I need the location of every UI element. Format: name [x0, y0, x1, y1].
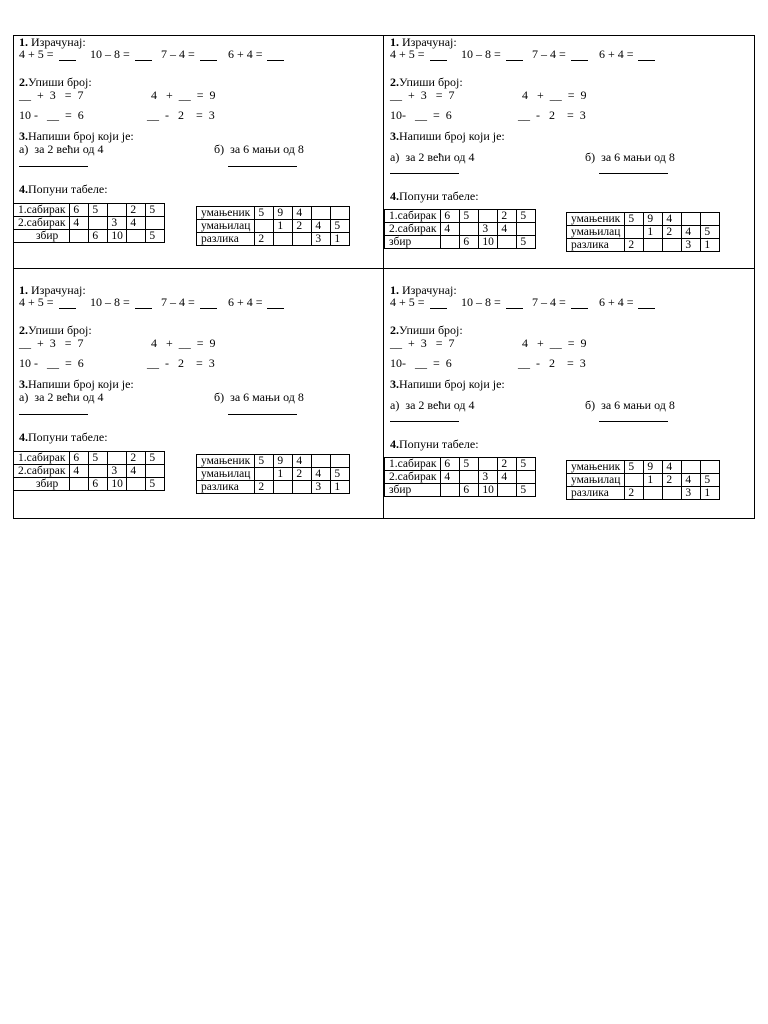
task3-item-a: а) за 2 већи од 4 [19, 390, 104, 404]
task2-row2-a: 10 - __ = 6 [19, 356, 84, 370]
table-row [14, 452, 165, 465]
task4-heading: 4.Попуни табеле: [390, 189, 479, 203]
task3-item-a: а) за 2 већи од 4 [390, 398, 475, 412]
subtraction-table-row-label: умањилац [197, 468, 255, 481]
subtraction-table-cell [293, 233, 312, 246]
subtraction-table-cell: 2 [663, 474, 682, 487]
task1-expr-4: 6 + 4 = [599, 47, 634, 61]
subtraction-table-cell: 9 [274, 207, 293, 220]
addition-table-row-label: збир [14, 478, 70, 491]
subtraction-table-cell: 1 [701, 239, 720, 252]
subtraction-table-cell [255, 220, 274, 233]
subtraction-table-cell: 4 [663, 461, 682, 474]
task3-item-b: б) за 6 мањи од 8 [585, 398, 675, 412]
answer-blank [19, 166, 88, 167]
task2-row2-b: __ - 2 = 3 [147, 108, 215, 122]
subtraction-table-cell: 5 [701, 226, 720, 239]
addition-table-cell: 2 [498, 210, 517, 223]
subtraction-table-cell [331, 207, 350, 220]
table-row [14, 465, 165, 478]
addition-table-cell [441, 236, 460, 249]
subtraction-table-cell: 5 [331, 220, 350, 233]
subtraction-table-cell: 4 [312, 468, 331, 481]
answer-blank [135, 308, 152, 309]
addition-table-cell: 4 [127, 217, 146, 230]
subtraction-table-cell [312, 207, 331, 220]
table-row [197, 455, 350, 468]
addition-table-cell: 5 [146, 204, 165, 217]
task3-item-b: б) за 6 мањи од 8 [214, 390, 304, 404]
addition-table-cell: 5 [89, 204, 108, 217]
task1-expr-1: 4 + 5 = [19, 295, 54, 309]
subtraction-table-cell: 1 [331, 481, 350, 494]
answer-blank [390, 173, 459, 174]
addition-table-cell [108, 204, 127, 217]
subtraction-table-cell: 5 [625, 213, 644, 226]
task1-expr-1: 4 + 5 = [19, 47, 54, 61]
addition-table-cell: 3 [479, 471, 498, 484]
task2-heading: 2.Упиши број: [390, 75, 463, 89]
subtraction-table-row-label: разлика [567, 487, 625, 500]
answer-blank [135, 60, 152, 61]
subtraction-table-row-label: умањилац [567, 226, 625, 239]
subtraction-table-cell [293, 481, 312, 494]
addition-table-cell [479, 210, 498, 223]
addition-table-cell: 6 [441, 458, 460, 471]
addition-table-cell: 2 [127, 452, 146, 465]
answer-blank [599, 173, 668, 174]
worksheet-card [13, 283, 383, 525]
task4-heading: 4.Попуни табеле: [19, 182, 108, 196]
table-row [197, 233, 350, 246]
subtraction-table-cell [663, 239, 682, 252]
addition-table [384, 209, 536, 249]
addition-table-row-label: 2.сабирак [14, 217, 70, 230]
subtraction-table-row-label: разлика [197, 481, 255, 494]
subtraction-table-cell: 3 [682, 487, 701, 500]
subtraction-table-cell: 4 [293, 455, 312, 468]
addition-table-row-label: збир [385, 484, 441, 497]
table-row [14, 217, 165, 230]
task3-item-b: б) за 6 мањи од 8 [214, 142, 304, 156]
addition-table-row-label: 2.сабирак [14, 465, 70, 478]
table-row [567, 226, 720, 239]
subtraction-table-row-label: разлика [567, 239, 625, 252]
task3-heading: 3.Напиши број који је: [19, 377, 134, 391]
subtraction-table-cell [701, 213, 720, 226]
task1-heading: 1. Израчунај: [390, 35, 457, 49]
table-row [567, 239, 720, 252]
subtraction-table-cell: 4 [663, 213, 682, 226]
task3-item-a: а) за 2 већи од 4 [390, 150, 475, 164]
task2-row2-a: 10 - __ = 6 [19, 108, 84, 122]
worksheet-card [13, 35, 383, 277]
task2-row1-b: 4 + __ = 9 [522, 336, 587, 350]
subtraction-table-cell: 3 [312, 233, 331, 246]
table-row [385, 210, 536, 223]
subtraction-table-cell [331, 455, 350, 468]
task1-expr-3: 7 – 4 = [161, 47, 195, 61]
addition-table-cell: 6 [460, 236, 479, 249]
subtraction-table [566, 460, 720, 500]
addition-table-cell [70, 230, 89, 243]
task1-expr-1: 4 + 5 = [390, 47, 425, 61]
task1-expr-2: 10 – 8 = [90, 47, 130, 61]
task1-heading: 1. Израчунај: [19, 35, 86, 49]
addition-table-cell [441, 484, 460, 497]
table-row [14, 478, 165, 491]
addition-table-cell: 3 [479, 223, 498, 236]
addition-table-cell: 4 [441, 471, 460, 484]
answer-blank [638, 308, 655, 309]
addition-table-row-label: збир [14, 230, 70, 243]
subtraction-table [196, 454, 350, 494]
worksheet-card [384, 283, 754, 525]
answer-blank [638, 60, 655, 61]
answer-blank [430, 308, 447, 309]
addition-table-cell: 5 [517, 484, 536, 497]
subtraction-table-cell: 4 [312, 220, 331, 233]
addition-table [13, 451, 165, 491]
subtraction-table-cell [644, 487, 663, 500]
addition-table-row-label: 1.сабирак [14, 452, 70, 465]
addition-table-row-label: збир [385, 236, 441, 249]
addition-table-cell: 5 [146, 230, 165, 243]
subtraction-table-cell: 2 [625, 239, 644, 252]
addition-table-cell: 5 [460, 458, 479, 471]
subtraction-table-cell: 9 [274, 455, 293, 468]
subtraction-table-cell: 1 [644, 474, 663, 487]
addition-table-row-label: 1.сабирак [385, 210, 441, 223]
task1-expr-4: 6 + 4 = [228, 47, 263, 61]
addition-table-cell: 3 [108, 217, 127, 230]
task2-row2-b: __ - 2 = 3 [518, 108, 586, 122]
addition-table-cell: 5 [146, 478, 165, 491]
addition-table-cell: 4 [70, 217, 89, 230]
subtraction-table-cell: 4 [682, 226, 701, 239]
subtraction-table-cell: 2 [293, 220, 312, 233]
task1-heading: 1. Израчунај: [19, 283, 86, 297]
subtraction-table-cell: 9 [644, 461, 663, 474]
addition-table-cell: 6 [89, 230, 108, 243]
addition-table-cell: 2 [498, 458, 517, 471]
task1-expr-4: 6 + 4 = [599, 295, 634, 309]
subtraction-table-cell: 2 [255, 233, 274, 246]
addition-table-cell: 3 [108, 465, 127, 478]
addition-table-cell: 4 [498, 223, 517, 236]
table-row [567, 461, 720, 474]
subtraction-table-row-label: умањилац [567, 474, 625, 487]
table-row [567, 487, 720, 500]
task2-row1-b: 4 + __ = 9 [151, 88, 216, 102]
addition-table-cell: 5 [517, 236, 536, 249]
addition-table-cell: 5 [460, 210, 479, 223]
addition-table-cell: 5 [517, 458, 536, 471]
subtraction-table-cell: 5 [255, 207, 274, 220]
table-row [14, 230, 165, 243]
task2-row2-b: __ - 2 = 3 [147, 356, 215, 370]
task3-item-a: а) за 2 већи од 4 [19, 142, 104, 156]
addition-table-cell: 6 [460, 484, 479, 497]
subtraction-table-cell: 2 [625, 487, 644, 500]
addition-table-cell [89, 217, 108, 230]
task2-row1-a: __ + 3 = 7 [19, 88, 84, 102]
table-row [197, 481, 350, 494]
subtraction-table-cell: 9 [644, 213, 663, 226]
addition-table-cell: 10 [108, 478, 127, 491]
subtraction-table-cell [663, 487, 682, 500]
addition-table-cell [146, 217, 165, 230]
task2-row2-b: __ - 2 = 3 [518, 356, 586, 370]
subtraction-table [566, 212, 720, 252]
addition-table-cell: 4 [498, 471, 517, 484]
subtraction-table-cell: 1 [701, 487, 720, 500]
subtraction-table-cell [682, 461, 701, 474]
addition-table-row-label: 2.сабирак [385, 223, 441, 236]
task2-heading: 2.Упиши број: [390, 323, 463, 337]
task3-heading: 3.Напиши број који је: [19, 129, 134, 143]
addition-table-cell [89, 465, 108, 478]
table-row [385, 223, 536, 236]
table-row [14, 204, 165, 217]
subtraction-table-cell [274, 481, 293, 494]
answer-blank [571, 308, 588, 309]
addition-table-row-label: 1.сабирак [14, 204, 70, 217]
subtraction-table-cell [682, 213, 701, 226]
subtraction-table-cell [274, 233, 293, 246]
addition-table-cell: 2 [127, 204, 146, 217]
answer-blank [267, 60, 284, 61]
sheet-border-right [754, 35, 755, 519]
answer-blank [267, 308, 284, 309]
addition-table-cell: 5 [517, 210, 536, 223]
task3-heading: 3.Напиши број који је: [390, 129, 505, 143]
addition-table-cell [127, 230, 146, 243]
task2-row1-a: __ + 3 = 7 [390, 336, 455, 350]
task1-expr-2: 10 – 8 = [90, 295, 130, 309]
subtraction-table-cell [701, 461, 720, 474]
subtraction-table-row-label: умањеник [567, 461, 625, 474]
task1-expr-3: 7 – 4 = [161, 295, 195, 309]
addition-table [13, 203, 165, 243]
addition-table-cell: 10 [479, 484, 498, 497]
subtraction-table-cell [625, 226, 644, 239]
task2-row1-a: __ + 3 = 7 [390, 88, 455, 102]
task2-row2-a: 10- __ = 6 [390, 356, 452, 370]
addition-table-cell: 6 [70, 452, 89, 465]
answer-blank [506, 308, 523, 309]
task1-expr-3: 7 – 4 = [532, 295, 566, 309]
addition-table-cell [517, 471, 536, 484]
addition-table-cell [517, 223, 536, 236]
addition-table-cell [479, 458, 498, 471]
task3-item-b: б) за 6 мањи од 8 [585, 150, 675, 164]
task2-heading: 2.Упиши број: [19, 323, 92, 337]
subtraction-table-cell [312, 455, 331, 468]
addition-table-cell: 10 [108, 230, 127, 243]
subtraction-table-row-label: умањеник [197, 455, 255, 468]
addition-table-cell: 4 [127, 465, 146, 478]
task1-expr-2: 10 – 8 = [461, 47, 501, 61]
addition-table-cell [460, 471, 479, 484]
table-row [385, 236, 536, 249]
subtraction-table-cell: 2 [663, 226, 682, 239]
task2-row1-b: 4 + __ = 9 [151, 336, 216, 350]
subtraction-table-cell: 1 [331, 233, 350, 246]
subtraction-table-cell: 5 [331, 468, 350, 481]
addition-table [384, 457, 536, 497]
table-row [567, 474, 720, 487]
table-row [385, 471, 536, 484]
addition-table-cell: 6 [89, 478, 108, 491]
table-row [385, 484, 536, 497]
addition-table-cell: 4 [441, 223, 460, 236]
addition-table-cell: 4 [70, 465, 89, 478]
subtraction-table-cell: 2 [255, 481, 274, 494]
table-row [385, 458, 536, 471]
subtraction-table-cell: 5 [255, 455, 274, 468]
task4-heading: 4.Попуни табеле: [390, 437, 479, 451]
addition-table-cell [108, 452, 127, 465]
addition-table-cell: 6 [70, 204, 89, 217]
subtraction-table-cell: 4 [293, 207, 312, 220]
task1-expr-1: 4 + 5 = [390, 295, 425, 309]
answer-blank [599, 421, 668, 422]
answer-blank [506, 60, 523, 61]
addition-table-cell: 10 [479, 236, 498, 249]
task1-expr-3: 7 – 4 = [532, 47, 566, 61]
addition-table-row-label: 1.сабирак [385, 458, 441, 471]
addition-table-cell [70, 478, 89, 491]
task1-expr-4: 6 + 4 = [228, 295, 263, 309]
addition-table-cell [498, 236, 517, 249]
subtraction-table-cell: 3 [682, 239, 701, 252]
subtraction-table-row-label: умањилац [197, 220, 255, 233]
task1-expr-2: 10 – 8 = [461, 295, 501, 309]
task4-heading: 4.Попуни табеле: [19, 430, 108, 444]
answer-blank [200, 60, 217, 61]
addition-table-cell [498, 484, 517, 497]
table-row [197, 220, 350, 233]
addition-table-cell: 5 [146, 452, 165, 465]
task2-heading: 2.Упиши број: [19, 75, 92, 89]
answer-blank [59, 60, 76, 61]
answer-blank [571, 60, 588, 61]
subtraction-table-cell [255, 468, 274, 481]
task2-row2-a: 10- __ = 6 [390, 108, 452, 122]
answer-blank [228, 166, 297, 167]
addition-table-cell [460, 223, 479, 236]
addition-table-cell: 5 [89, 452, 108, 465]
subtraction-table-cell: 1 [274, 468, 293, 481]
subtraction-table-row-label: умањеник [567, 213, 625, 226]
task2-row1-b: 4 + __ = 9 [522, 88, 587, 102]
addition-table-cell [127, 478, 146, 491]
answer-blank [390, 421, 459, 422]
addition-table-cell: 6 [441, 210, 460, 223]
answer-blank [19, 414, 88, 415]
subtraction-table-row-label: умањеник [197, 207, 255, 220]
subtraction-table [196, 206, 350, 246]
task3-heading: 3.Напиши број који је: [390, 377, 505, 391]
subtraction-table-cell [644, 239, 663, 252]
subtraction-table-cell: 1 [274, 220, 293, 233]
answer-blank [228, 414, 297, 415]
subtraction-table-cell [625, 474, 644, 487]
worksheet-card [384, 35, 754, 277]
task1-heading: 1. Израчунај: [390, 283, 457, 297]
task2-row1-a: __ + 3 = 7 [19, 336, 84, 350]
subtraction-table-cell: 5 [701, 474, 720, 487]
subtraction-table-row-label: разлика [197, 233, 255, 246]
subtraction-table-cell: 4 [682, 474, 701, 487]
subtraction-table-cell: 2 [293, 468, 312, 481]
answer-blank [59, 308, 76, 309]
subtraction-table-cell: 5 [625, 461, 644, 474]
addition-table-cell [146, 465, 165, 478]
table-row [197, 468, 350, 481]
table-row [197, 207, 350, 220]
subtraction-table-cell: 3 [312, 481, 331, 494]
addition-table-row-label: 2.сабирак [385, 471, 441, 484]
subtraction-table-cell: 1 [644, 226, 663, 239]
table-row [567, 213, 720, 226]
answer-blank [430, 60, 447, 61]
answer-blank [200, 308, 217, 309]
